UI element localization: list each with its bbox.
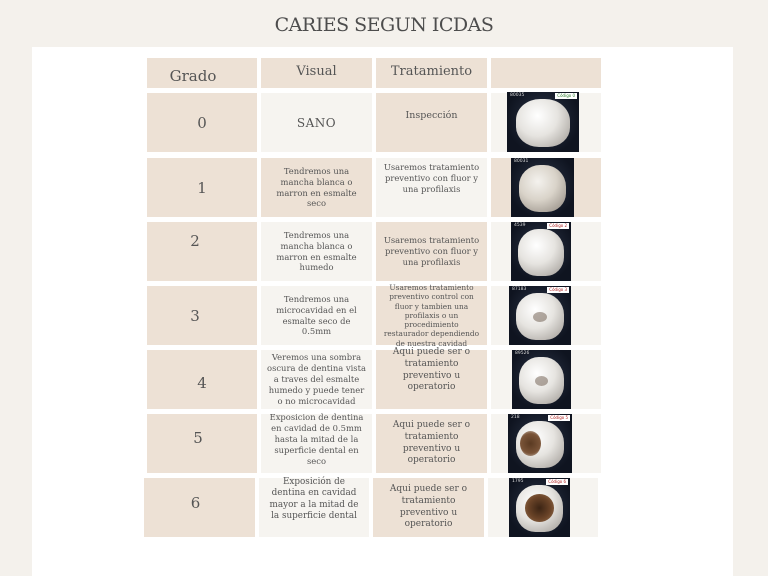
visual-text: Tendremos una mancha blanca o marron en esmalte humedo xyxy=(276,229,357,273)
visual-cell xyxy=(261,222,372,281)
visual-cell xyxy=(261,350,372,409)
photo-number: 89526 xyxy=(515,351,530,356)
grade-cell xyxy=(147,286,257,345)
photo-number: 80035 xyxy=(510,93,525,98)
visual-text: Exposición de dentina en cavidad mayor a la mitad de la superficie dental xyxy=(269,476,359,521)
tooth-photo xyxy=(509,286,571,345)
header-image xyxy=(491,58,601,88)
tooth-photo xyxy=(512,350,571,409)
photo-code-label: Código 2 xyxy=(549,223,567,228)
grade-value: 0 xyxy=(197,113,207,132)
grade-value: 6 xyxy=(190,493,201,512)
photo-number: 87183 xyxy=(512,287,527,292)
visual-text: Exposicion de dentina en cavidad de 0.5mm hasta la mitad de la superficie dental en seco xyxy=(269,412,364,466)
tooth-photo xyxy=(508,414,572,473)
grade-value: 5 xyxy=(193,428,203,447)
treatment-text: Usaremos tratamiento preventivo con fluor y una profilaxis xyxy=(383,235,480,267)
grade-value: 2 xyxy=(190,231,200,250)
photo-code-label: Código 3 xyxy=(549,287,567,292)
tooth-image xyxy=(516,293,563,340)
treatment-cell xyxy=(373,478,484,537)
visual-cell xyxy=(261,414,372,473)
grade-value: 3 xyxy=(190,306,200,325)
photo-code-label: Código 0 xyxy=(557,93,575,98)
grade-cell xyxy=(147,350,257,409)
treatment-cell xyxy=(376,283,487,348)
visual-text: Veremos una sombra oscura de dentina vista a traves del esmalte humedo y puede tener o no microcavidad xyxy=(267,352,366,406)
treatment-text: Aqui puede ser o tratamiento preventivo u operatorio xyxy=(392,420,471,466)
visual-cell xyxy=(261,286,372,345)
photo-number: 1795 xyxy=(512,479,524,484)
visual-cell xyxy=(261,158,372,217)
tooth-image xyxy=(518,229,564,276)
tooth-photo xyxy=(509,478,570,537)
photo-code-label: Código 6 xyxy=(548,479,566,484)
grade-value: 4 xyxy=(197,373,207,392)
photo-number: 218 xyxy=(511,415,520,420)
grade-cell xyxy=(147,222,257,281)
grade-cell xyxy=(147,93,257,152)
grade-cell xyxy=(147,414,257,473)
tooth-image xyxy=(516,99,571,147)
treatment-cell xyxy=(376,222,487,281)
grade-cell xyxy=(147,158,257,217)
header-visual xyxy=(261,58,372,88)
tooth-image xyxy=(516,421,565,468)
treatment-cell xyxy=(376,158,487,217)
photo-code-label: Código 5 xyxy=(550,415,568,420)
treatment-cell xyxy=(376,347,487,409)
visual-cell xyxy=(261,93,372,152)
tooth-image xyxy=(519,165,567,212)
header-grado-label: Grado xyxy=(169,67,217,85)
treatment-cell xyxy=(376,414,487,473)
visual-cell xyxy=(259,478,369,537)
treatment-text: Inspección xyxy=(405,110,458,122)
treatment-text: Usaremos tratamiento preventivo control con fluor y tambien una profilaxis o un procedimiento restaurador dependiendo de nuestra cavidad xyxy=(383,283,480,348)
tooth-photo xyxy=(507,92,579,152)
treatment-text: Usaremos tratamiento preventivo con fluor y una profilaxis xyxy=(383,162,480,194)
tooth-photo xyxy=(511,158,574,217)
header-tratamiento-label: Tratamiento xyxy=(390,64,473,79)
photo-number: 4539 xyxy=(514,223,526,228)
grade-value: 1 xyxy=(197,178,207,197)
visual-text: SANO xyxy=(296,115,337,130)
treatment-cell xyxy=(376,93,487,152)
visual-text: Tendremos una microcavidad en el esmalte seco de 0.5mm xyxy=(276,293,357,337)
header-tratamiento xyxy=(376,58,487,88)
visual-text: Tendremos una mancha blanca o marron en esmalte seco xyxy=(276,165,357,209)
tooth-image xyxy=(516,485,562,532)
header-grado xyxy=(147,58,257,88)
treatment-text: Aqui puede ser o tratamiento preventivo u operatorio xyxy=(392,347,471,393)
page-title: CARIES SEGUN ICDAS xyxy=(274,14,494,36)
header-visual-label: Visual xyxy=(296,64,337,79)
tooth-image xyxy=(519,357,564,404)
grade-cell xyxy=(144,478,255,537)
photo-number: 80031 xyxy=(514,159,529,164)
tooth-photo xyxy=(511,222,571,281)
treatment-text: Aqui puede ser o tratamiento preventivo u operatorio xyxy=(389,484,468,530)
